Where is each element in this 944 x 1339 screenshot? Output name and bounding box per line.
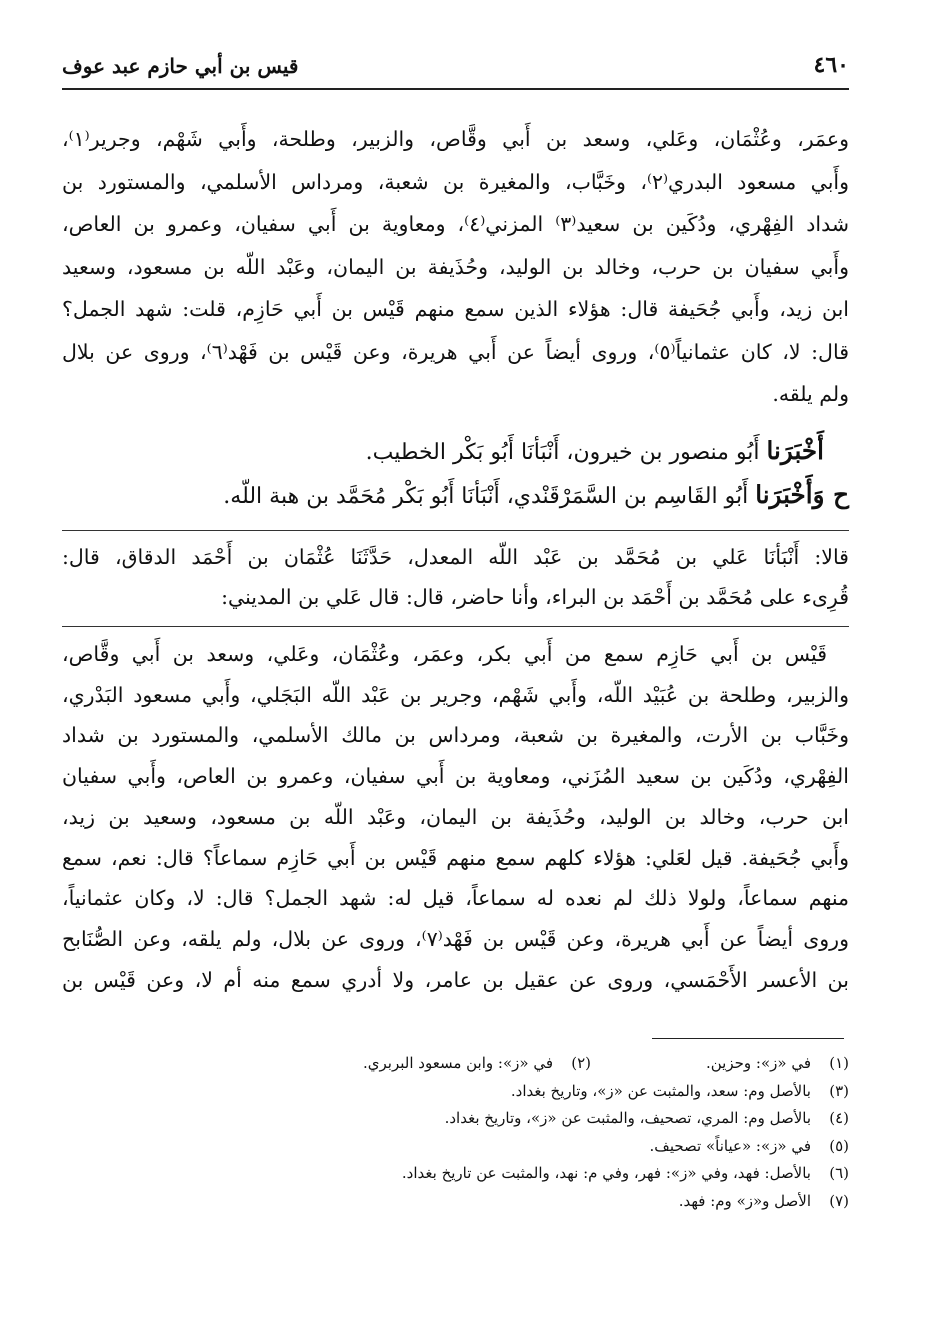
isnad-keyword: ح وَأَخْبَرَنا [755, 480, 849, 509]
text-line: شداد الفِهْري، ودُكَين بن سعيد⁽٣⁾ المزني⁽٤⁾، ومعاوية بن أَبي سفيان، وعمرو بن العاص، [62, 212, 850, 236]
footnote [62, 1160, 849, 1188]
page-number: ٤٦٠ [813, 52, 849, 78]
isnad-line-2 [62, 474, 849, 518]
text-line: وأَبي جُحَيفة. قيل لعَلي: هؤلاء كلهم سمع منهم قَيْس بن أَبي حَازِم سماعاً؟ قال: نعم، سمع [62, 845, 849, 870]
footnote-text: بالأصل وم: المري، تصحيف، والمثبت عن «ز»، وتاريخ بغداد. [444, 1109, 811, 1127]
text-line: بن الأعسر الأَحْمَسي، وروى عن عقيل بن عامر، ولا أدري سمع منه أم لا، وعن قَيْس بن [62, 967, 849, 992]
text-line: ابن حرب، وخالد بن الوليد، وحُذَيفة بن اليمان، وعَبْد اللّه بن مسعود، وسعيد بن زيد، [62, 804, 849, 829]
footnote-number: (٤) [829, 1109, 849, 1127]
footnote-number: (٥) [829, 1136, 849, 1155]
running-title: قيس بن أبي حازم عبد عوف [62, 54, 299, 78]
footnote-number: (١) [829, 1054, 849, 1072]
text-line: الفِهْري، ودُكَين بن سعيد المُزَني، ومعاوية بن أَبي سفيان، وعمرو بن العاص، وأَبي سفيان [62, 764, 849, 789]
footnote-text: في «ز»: وحزين. [705, 1054, 811, 1072]
text-line: ولم يلقه. [772, 382, 849, 406]
page-header [62, 52, 849, 88]
paragraph-3 [62, 537, 849, 617]
text-line: وخَبَّاب بن الأرت، والمغيرة بن شعبة، ومرداس بن مالك الأسلمي، والمستورد بن شداد [62, 723, 849, 748]
footnote-number: (٦) [829, 1164, 849, 1182]
text-line: قال: لا، كان عثمانياً⁽٥⁾، وروى أيضاً عن أَبي هريرة، وعن قَيْس بن فَهْد⁽٦⁾، وروى عن بلال [62, 339, 849, 364]
paragraph-4 [62, 634, 849, 1000]
text-line: منهم سماعاً، ولولا ذلك لم نعده له سماعاً، قيل له: شهد الجمل؟ قال: لا، وكان عثمانياً، [62, 886, 849, 911]
text-line: وروى أيضاً عن أَبي هريرة، وعن قَيْس بن فَهْد⁽٧⁾، وروى عن بلال، ولم يلقه، وعن الصُّنَابح [62, 926, 849, 951]
header-rule [62, 88, 849, 90]
footnote-rule [652, 1038, 844, 1039]
section-divider [62, 626, 849, 627]
footnote [62, 1078, 849, 1106]
footnote [62, 1105, 849, 1133]
footnotes [62, 1050, 849, 1215]
isnad-line-1 [62, 430, 824, 474]
isnad-block [62, 430, 849, 518]
paragraph-1 [62, 118, 849, 416]
footnote-text: في «ز»: «عياناً» تصحيف. [649, 1136, 811, 1155]
footnote [62, 1188, 849, 1216]
footnote-number: (٧) [829, 1191, 849, 1210]
footnote-number: (٢) [571, 1054, 591, 1072]
footnote-text: بالأصل: فهد، وفي «ز»: فهر، وفي م: نهد، والمثبت عن تاريخ بغداد. [401, 1164, 811, 1182]
footnote-text: بالأصل وم: سعد، والمثبت عن «ز»، وتاريخ بغداد. [510, 1081, 811, 1100]
text-line: وأَبي مسعود البدري⁽٢⁾، وخَبَّاب، والمغيرة بن شعبة، ومرداس الأسلمي، والمستورد بن [62, 169, 849, 194]
footnote-number: (٣) [829, 1081, 849, 1100]
isnad-keyword: أَخْبَرَنا [766, 436, 824, 465]
footnote-text: الأصل و«ز» وم: فهد. [678, 1191, 811, 1210]
footnote [62, 1133, 849, 1161]
footnote-text: في «ز»: وابن مسعود البربري. [363, 1054, 553, 1072]
section-divider [62, 530, 849, 531]
footnote [62, 1050, 849, 1078]
text-line: قالا: أَنْبَأنَا عَلي بن مُحَمَّد بن عَبْد اللّه المعدل، حَدَّثَنَا عُثْمَان بن أَحْمَد الدقاق، قال: [62, 545, 849, 569]
text-line: وعمَر، وعُثْمَان، وعَلي، وسعد بن أَبي وقَّاص، والزبير، وطلحة، وأَبي شَهْم، وجرير⁽١⁾، [62, 127, 849, 151]
isnad-text: أَبُو منصور بن خيرون، أَنْبَأنَا أَبُو بَكْر الخطيب. [365, 440, 760, 465]
text-line: قُرِىء على مُحَمَّد بن أَحْمَد بن البراء، وأنا حاضر، قال: قال عَلي بن المديني: [221, 585, 849, 609]
text-line: ابن زيد، وأَبي جُحَيفة قال: هؤلاء الذين سمع منهم قَيْس بن أَبي حَازِم، قلت: شهد الجمل؟ [62, 297, 849, 321]
text-line: والزبير، وطلحة بن عُبَيْد اللّه، وأَبي شَهْم، وجرير بن عَبْد اللّه البَجَلي، وأَبي مسعود البَدْري، [62, 682, 849, 707]
text-line: وأَبي سفيان بن حرب، وخالد بن الوليد، وحُذَيفة بن اليمان، وعَبْد اللّه بن مسعود، وسعيد [62, 254, 849, 279]
text-line: قَيْس بن أَبي حَازِم سمع من أَبي بكر، وعمَر، وعُثْمَان، وعَلي، وسعد بن أَبي وقَّاص، [62, 642, 827, 666]
isnad-text: أَبُو القَاسِم بن السَّمَرْقَنْدي، أَنْبَأنَا أَبُو بَكْر مُحَمَّد بن هبة اللّه. [223, 484, 749, 509]
